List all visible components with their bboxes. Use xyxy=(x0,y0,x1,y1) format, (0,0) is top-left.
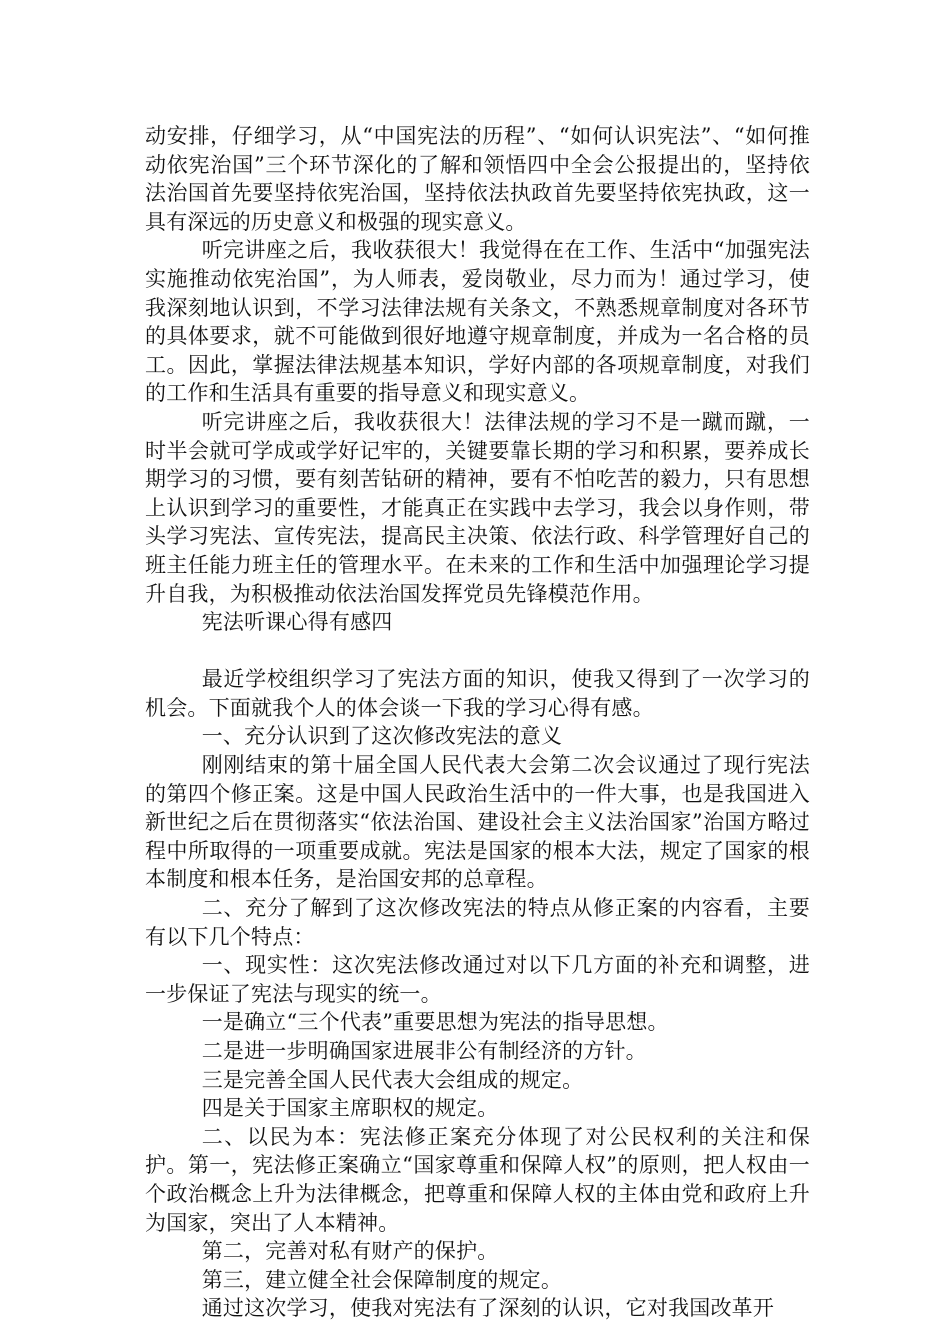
paragraph: 二、充分了解到了这次修改宪法的特点从修正案的内容看，主要有以下几个特点： xyxy=(145,896,810,949)
list-item: 第二，完善对私有财产的保护。 xyxy=(201,1239,499,1264)
paragraph: 最近学校组织学习了宪法方面的知识，使我又得到了一次学习的机会。下面就我个人的体会谈一下我的学习心得有感。 xyxy=(145,667,810,720)
paragraph: 听完讲座之后，我收获很大！我觉得在在工作、生活中“加强宪法实施推动依宪治国”，为人师表，爱岗敬业，尽力而为！通过学习，使我深刻地认识到，不学习法律法规有关条文，不熟悉规章制度对各环节的具体要求，就不可能做到很好地遵守规章制度，并成为一名合格的员工。因此，掌握法律法规基本知识，学好内部的各项规章制度，对我们的工作和生活具有重要的指导意义和现实意义。 xyxy=(145,238,810,406)
paragraph: 二、以民为本：宪法修正案充分体现了对公民权利的关注和保护。第一，宪法修正案确立“国家尊重和保障人权”的原则，把人权由一个政治概念上升为法律概念，把尊重和保障人权的主体由党和政府上升为国家，突出了人本精神。 xyxy=(145,1124,810,1235)
paragraph: 动安排，仔细学习，从“中国宪法的历程”、“如何认识宪法”、“如何推动依宪治国”三个环节深化的了解和领悟四中全会公报提出的，坚持依法治国首先要坚持依宪治国，坚持依法执政首先要坚持依宪执政，这一具有深远的历史意义和极强的现实意义。 xyxy=(145,124,810,234)
blank-line xyxy=(145,637,810,666)
section-heading: 宪法听课心得有感四 xyxy=(201,610,393,635)
list-item: 三是完善全国人民代表大会组成的规定。 xyxy=(201,1067,584,1092)
list-item: 第三，建立健全社会保障制度的规定。 xyxy=(201,1267,563,1292)
list-item: 一是确立“三个代表”重要思想为宪法的指导思想。 xyxy=(201,1010,669,1035)
paragraph: 通过这次学习，使我对宪法有了深刻的认识，它对我国改革开 xyxy=(201,1296,775,1321)
subheading: 一、充分认识到了这次修改宪法的意义 xyxy=(201,724,563,749)
paragraph: 一、现实性：这次宪法修改通过对以下几方面的补充和调整，进一步保证了宪法与现实的统一。 xyxy=(145,953,810,1006)
list-item: 四是关于国家主席职权的规定。 xyxy=(201,1096,499,1121)
paragraph: 听完讲座之后，我收获很大！法律法规的学习不是一蹴而蹴，一时半会就可学成或学好记牢的，关键要靠长期的学习和积累，要养成长期学习的习惯，要有刻苦钻研的精神，要有不怕吃苦的毅力，只有思想上认识到学习的重要性，才能真正在实践中去学习，我会以身作则，带头学习宪法、宣传宪法，提高民主决策、依法行政、科学管理好自己的班主任能力班主任的管理水平。在未来的工作和生活中加强理论学习提升自我，为积极推动依法治国发挥党员先锋模范作用。 xyxy=(145,409,810,606)
document-body xyxy=(145,122,810,1323)
list-item: 二是进一步明确国家进展非公有制经济的方针。 xyxy=(201,1039,647,1063)
paragraph: 刚刚结束的第十届全国人民代表大会第二次会议通过了现行宪法的第四个修正案。这是中国人民政治生活中的一件大事，也是我国进入新世纪之后在贯彻落实“依法治国、建设社会主义法治国家”治国方略过程中所取得的一项重要成就。宪法是国家的根本大法，规定了国家的根本制度和根本任务，是治国安邦的总章程。 xyxy=(145,753,810,892)
